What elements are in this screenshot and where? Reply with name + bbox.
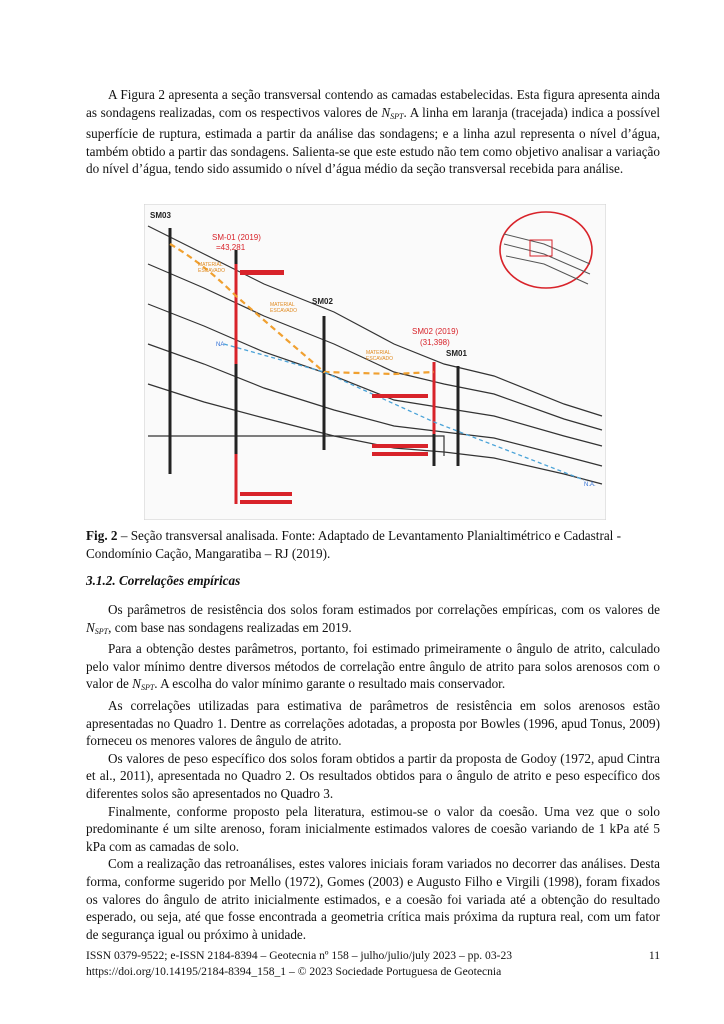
label-material-3: MATERIAL	[366, 350, 391, 356]
intro-paragraph: A Figura 2 apresenta a seção transversal contendo as camadas estabelecidas. Esta figura apresenta ainda as sondagens realizadas, com os respectivos valores de $N_{SPT}$. A linha em laranja (tracejada) indica a possível superfície de ruptura, estimada a partir da análise das sondagens; e a linha azul representa o nível d’água, também obtido a partir das sondagens. Salienta-se que este estudo não tem como objetivo analisar a variação do nível d’água, tendo sido assumido o nível d’água médio da seção transversal recebida para análise.	[86, 87, 660, 177]
figure-cross-section	[144, 204, 606, 520]
label-sm02-2019-value: (31,398)	[420, 338, 450, 347]
figure-caption: Fig. 2 – Seção transversal analisada. Fonte: Adaptado de Levantamento Planialtimétrico e Cadastral - Condomínio Cação, Mangaratiba – RJ (2019).	[86, 528, 622, 561]
label-sm02-2019: SM02 (2019)	[412, 327, 459, 336]
label-material-3b: ESCAVADO	[366, 356, 394, 362]
paragraph-3: Para a obtenção destes parâmetros, portanto, foi estimado primeiramente o ângulo de atrito, calculado pelo valor mínimo dentre diversos métodos de correlação entre ângulo de atrito para solos arenosos com o valor de $N_{SPT}$. A escolha do valor mínimo garante o resultado mais conservador.	[86, 641, 660, 693]
intro-section	[86, 86, 660, 178]
paragraph-4: As correlações utilizadas para estimativa de parâmetros de resistência em solos arenosos estão apresentadas no Quadro 1. Dentre as correlações adotadas, a proposta por Bowles (1996, apud Tonus, 2009) forneceu os menores valores de ângulo de atrito.	[86, 697, 660, 749]
label-material-2b: ESCAVADO	[270, 308, 298, 314]
label-na-1: NA	[216, 342, 225, 348]
footer-doi: https://doi.org/10.14195/2184-8394_158_1 – © 2023 Sociedade Portuguesa de Geotecnia	[86, 965, 502, 978]
label-material-1b: ESCAVADO	[198, 268, 226, 274]
paragraph-6: Finalmente, conforme proposto pela literatura, estimou-se o valor da coesão. Uma vez que o solo predominante é um silte arenoso, foram inicialmente estimados valores de coesão variando de 1 kPa até 5 kPa com as camadas de solo.	[86, 803, 660, 854]
paragraph-2: Os parâmetros de resistência dos solos foram estimados por correlações empíricas, com os valores de $N_{SPT}$, com base nas sondagens realizadas em 2019.	[86, 602, 660, 636]
label-sm01-2019: SM-01 (2019)	[212, 233, 261, 242]
section-heading: 3.1.2. Correlações empíricas	[86, 573, 241, 588]
label-na-2: N.A.	[584, 482, 596, 488]
page-number: 11	[648, 949, 660, 962]
nspt-symbol: $N_{SPT}$	[381, 104, 404, 121]
paragraph-5: Os valores de peso específico dos solos foram obtidos a partir da proposta de Godoy (1972, apud Cintra et al., 2011), apresentada no Quadro 2. Os resultados obtidos para o ângulo de atrito e peso específico dos diferentes solos são apresentados no Quadro 3.	[86, 750, 660, 801]
footer-issn: ISSN 0379-9522; e-ISSN 2184-8394 – Geotecnia nº 158 – julho/julio/july 2023 – pp. 03-23	[86, 949, 513, 962]
label-material-2: MATERIAL	[270, 302, 295, 308]
label-sm02: SM02	[312, 297, 333, 306]
label-sm03: SM03	[150, 211, 171, 220]
label-sm01: SM01	[446, 349, 467, 358]
label-material-1: MATERIAL	[198, 262, 223, 268]
label-sm01-2019-value: =43,281	[216, 243, 246, 252]
cross-section-diagram	[144, 204, 606, 520]
page-footer	[86, 948, 660, 980]
body-section	[86, 601, 660, 943]
paragraph-7: Com a realização das retroanálises, estes valores iniciais foram variados no decorrer das análises. Desta forma, conforme sugerido por Mello (1972), Gomes (2003) e Augusto Filho e Virgili (1998), foram fixados os valores do ângulo de atrito inicialmente estimados, e a coesão foi variada até a obtenção do resultado esperado, ou seja, até que fosse encontrada a geometria crítica mais próxima da ruptura real, com um fator de segurança igual ou próximo à unidade.	[86, 856, 660, 942]
